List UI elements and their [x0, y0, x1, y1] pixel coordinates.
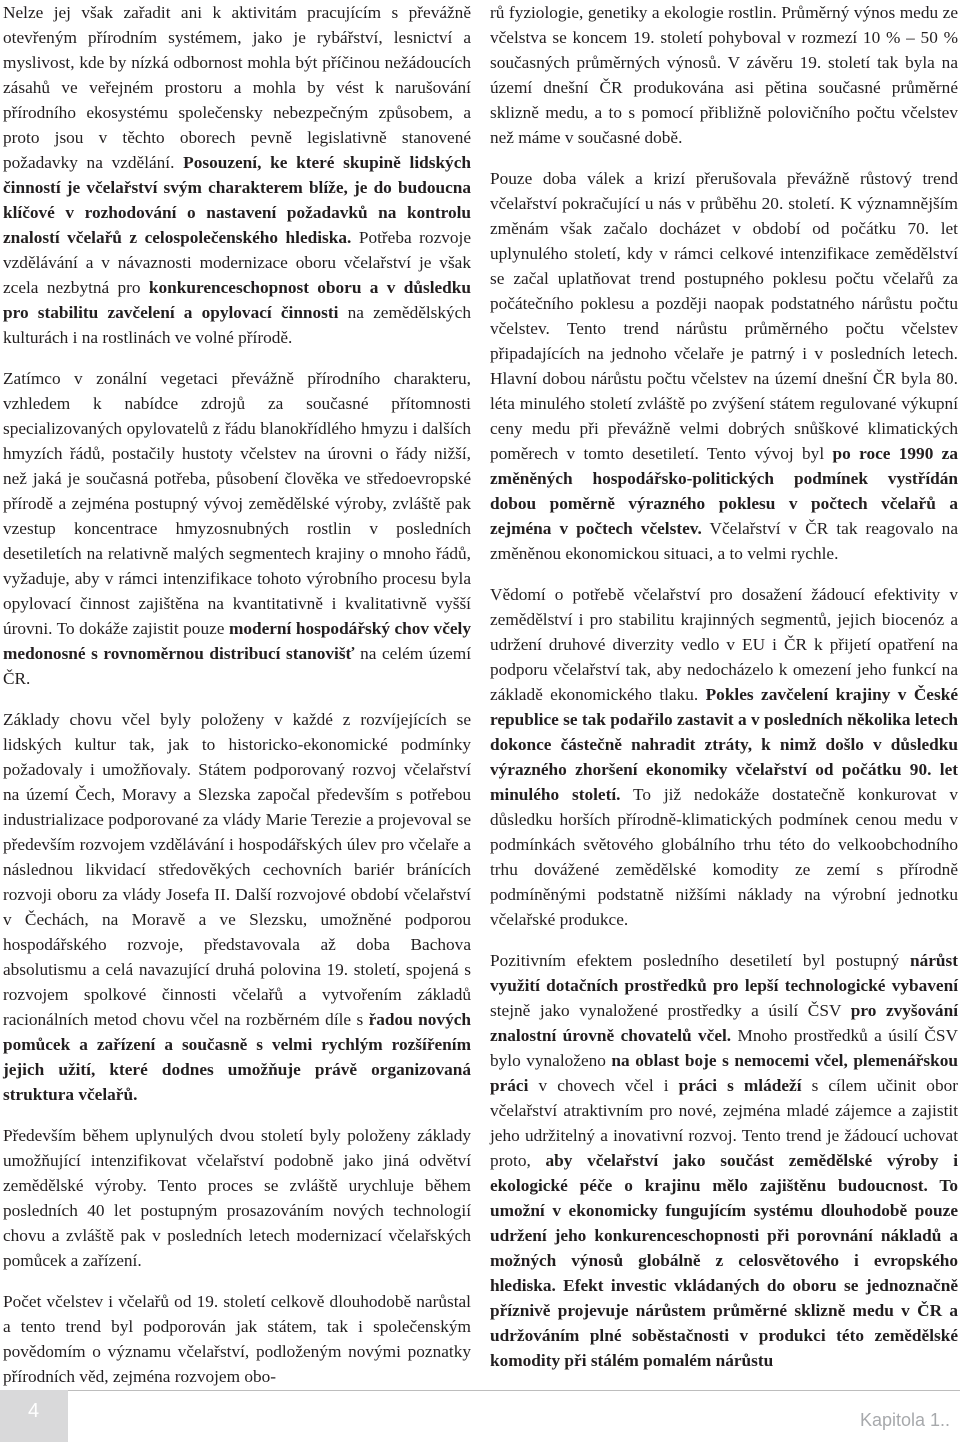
- bold-text-run: Pokles zavčelení krajiny v České republice se tak podařilo zastavit a v posledních několika letech dokonce částečně nahradit ztráty, k nimž došlo v důsledku výrazného zhoršení ekonomiky včelařství od počátku 90. let minulého století.: [490, 685, 958, 804]
- text-run: Pouze doba válek a krizí přerušovala převážně růstový trend včelařství pokračující u nás v průběhu 20. století. K významnějším změnám však začalo docházet v období od počátku 70. let uplynulého století, kdy v rámci celkové intenzifikace zemědělství se začal uplatňovat trend postupného poklesu počtu včelařů za počátečního poklesu a později naopak podstatného nárůstu počtu včelstev. Tento trend nárůstu průměrného počtu včelstev připadajících na jednoho včelaře je patrný i v posledních letech. Hlavní dobou nárůstu počtu včelstev na území dnešní ČR byla 80. léta minulého století zvláště po zvýšení státem regulované výkupní ceny medu při převážně velmi dobrých snůškové klimatických poměrech v tomto desetiletí. Tento vývoj byl: [490, 169, 958, 463]
- paragraph: [3, 366, 471, 691]
- paragraph: [490, 166, 958, 566]
- text-run: na celém území ČR.: [3, 644, 471, 688]
- text-run: Potřeba rozvoje vzdělávání a v návaznosti modernizace oboru včelařství je však zcela nezbytná pro: [3, 228, 471, 297]
- paragraph: [3, 707, 471, 1107]
- paragraph: [490, 948, 958, 1373]
- text-run: Pozitivním efektem posledního desetiletí byl postupný: [490, 951, 910, 970]
- bold-text-run: pro zvyšování znalostní úrovně chovatelů včel.: [490, 1001, 958, 1045]
- chapter-label: Kapitola 1..: [859, 1410, 950, 1430]
- bold-text-run: konkurenceschopnost oboru a v důsledku pro stabilitu zavčelení a opylovací činnosti: [3, 278, 472, 322]
- text-run: Mnoho prostředků a úsilí ČSV bylo vynaloženo: [490, 1026, 958, 1070]
- left-column: [3, 0, 471, 1405]
- text-run: Včelařství v ČR tak reagovalo na změněnou ekonomickou situaci, a to velmi rychle.: [490, 519, 958, 563]
- paragraph: [3, 0, 471, 350]
- footer-divider: [68, 1390, 960, 1391]
- text-run: Především během uplynulých dvou století byly položeny základy umožňující intenzifikovat včelařství podobně jako jiná odvětví zemědělské výroby. Tento proces se zvláště urychluje během posledních 40 let postupným prosazováním nových technologií chovu a zvláště pak v posledních letech modernizací včelařských pomůcek a zařízení.: [3, 1126, 471, 1270]
- bold-text-run: po roce 1990 za změněných hospodářsko-politických podmínek vystřídán dobou poměrně výrazného poklesu v počtech včelařů a zejména v počtech včelstev.: [490, 444, 958, 538]
- page-number: 4: [28, 1400, 40, 1422]
- paragraph: [490, 582, 958, 932]
- bold-text-run: aby včelařství jako součást zemědělské výroby i ekologické péče o krajinu mělo zajištěnu budoucnost. To umožní v ekonomicky fungujícím systému dlouhodobě pouze udržení jeho konkurenceschopnosti při porovnání nákladů a možných výnosů globálně z celosvětového i evropského hlediska. Efekt investic vkládaných do oboru se jednoznačně příznivě projevuje nárůstem průměrné sklizně medu v ČR a udržováním plné soběstačnosti v produkci této zemědělské komodity při stálém pomalém nárůstu: [490, 1151, 959, 1370]
- text-run: v chovech včel i: [528, 1076, 679, 1095]
- page-number-box: [0, 1390, 68, 1442]
- text-run: s cílem učinit obor včelařství atraktivním pro nové, zejména mladé zájemce a zajistit jeho udržitelný a inovativní rozvoj. Tento trend je žádoucí uchovat proto,: [490, 1076, 958, 1170]
- bold-text-run: na oblast boje s nemocemi včel, plemenářskou práci: [490, 1051, 958, 1095]
- paragraph: [490, 0, 958, 150]
- text-run: Počet včelstev i včelařů od 19. století celkově dlouhodobě narůstal a tento trend byl podporován jak státem, tak i společenským povědomím o významu včelařství, podloženým novými poznatky přírodních věd, zejména rozvojem obo-: [3, 1292, 471, 1386]
- text-run: To již nedokáže dostatečně konkurovat v důsledku horších přírodně-klimatických podmínek cenou medu v podmínkách světového globálního trhu této do velkoobchodního trhu dovážené zemědělské komodity ze zemí s přírodně podmíněnými podstatně nižšími náklady na výrobní jednotku včelařské produkce.: [490, 785, 958, 929]
- bold-text-run: práci s mládeží: [678, 1076, 802, 1095]
- text-run: Zatímco v zonální vegetaci převážně přírodního charakteru, vzhledem k nabídce zdrojů za současné přítomnosti specializovaných opylovatelů z řádu blanokřídlého hmyzu i dalších hmyzích řádů, postačily hustoty včelstev na úrovni o řády nižší, než jaká je současná potřeba, působení člověka ve středoevropské přírodě a zejména postupný vývoj zemědělské výroby, zvláště pak vzestup koncentrace hmyzosnubných rostlin v posledních desetiletích na relativně malých segmentech krajiny o mnoho řádů, vyžaduje, aby v rámci intenzifikace tohoto výrobního procesu byla opylovací činnost zajištěna na kvantitativně i kvalitativně vyšší úrovni. To dokáže zajistit pouze: [3, 369, 471, 638]
- paragraph: [3, 1123, 471, 1273]
- page-footer: [0, 1390, 960, 1442]
- text-run: Vědomí o potřebě včelařství pro dosažení žádoucí efektivity v zemědělství i pro stabilitu krajinných segmentů, jejich biocenóz a udržení druhové diverzity vedlo v EU i ČR k přijetí opatření na podporu včelařství tak, aby nedocházelo k omezení jeho funkcí na základě ekonomického tlaku.: [490, 585, 958, 704]
- text-run: Základy chovu včel byly položeny v každé z rozvíjejících se lidských kultur tak, jak to historicko-ekonomické podmínky požadovaly i umožňovaly. Státem podporovaný rozvoj včelařství na území Čech, Moravy a Slezska započal především s potřebou industrializace podporované za vlády Marie Terezie a projevoval se především rozvojem vzdělávání i hospodářských úlev pro včelaře a následnou likvidací středověkých cechovních bariér bránících rozvoji oboru za vlády Josefa II. Další rozvojové období včelařství v Čechách, na Moravě a ve Slezsku, umožněné podporou hospodářského rozvoje, představovala až doba Bachova absolutismu a celá navazující druhá polovina 19. století, spojená s rozvojem spolkové činnosti včelařů a vytvořením základů racionálních metod chovu včel na rozběrném díle s: [3, 710, 471, 1029]
- bold-text-run: moderní hospodářský chov včely medonosné s rovnoměrnou distribucí stanovišť: [3, 619, 471, 663]
- text-run: rů fyziologie, genetiky a ekologie rostlin. Průměrný výnos medu ze včelstva se koncem 19. století pohyboval v rozmezí 10 % – 50 % současných průměrných výnosů. V závěru 19. století tak byla na území dnešní ČR produkována asi pětina současné průměrné sklizně medu, a to s pomocí přibližně polovičního počtu včelstev než máme v současné době.: [490, 3, 958, 147]
- bold-text-run: Posouzení, ke které skupině lidských činností je včelařství svým charakterem blíže, je do budoucna klíčové v rozhodování o nastavení požadavků na kontrolu znalostí včelařů z celospolečenského hlediska.: [3, 153, 471, 247]
- text-run: Nelze jej však zařadit ani k aktivitám pracujícím s převážně otevřeným přírodním systémem, jako je rybářství, lesnictví a myslivost, kde by nízká odbornost mohla být příčinou nežádoucích zásahů ve veřejném prostoru a mohla by vést k narušování přírodního ekosystému společensky nebezpečným způsobem, a proto jsou v těchto oborech pevně legislativně stanovené požadavky na vzdělání.: [3, 3, 471, 172]
- text-run: stejně jako vynaložené prostředky a úsilí ČSV: [490, 1001, 851, 1020]
- bold-text-run: nárůst využití dotačních prostředků pro lepší technologické vybavení: [490, 951, 958, 995]
- paragraph: [3, 1289, 471, 1389]
- right-column: [490, 0, 958, 1389]
- text-run: na zemědělských kulturách i na rostlinách ve volné přírodě.: [3, 303, 471, 347]
- bold-text-run: řadou nových pomůcek a zařízení a současně s velmi rychlým rozšířením jejich užití, které dodnes umožňuje právě organizovaná struktura včelařů.: [3, 1010, 471, 1104]
